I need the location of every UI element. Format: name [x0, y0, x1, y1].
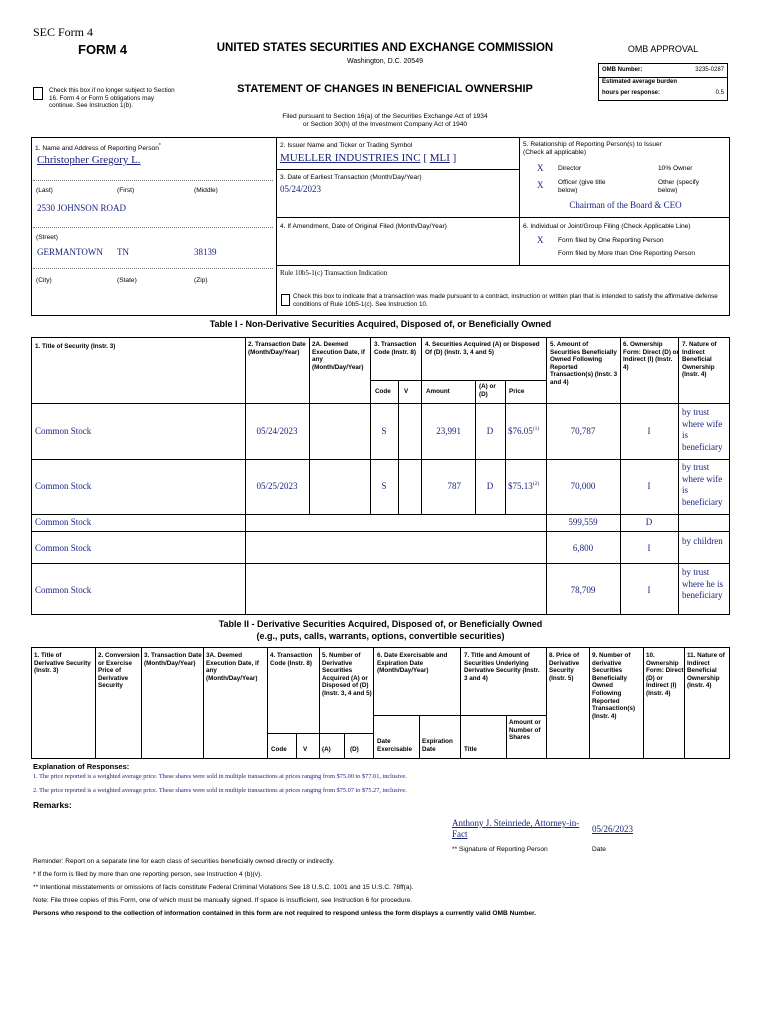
issuer-name[interactable]: MUELLER INDUSTRIES INC [ MLI ] [280, 152, 457, 164]
t1-row4-form: I [647, 543, 651, 553]
amendment-label: 4. If Amendment, Date of Original Filed (Month/Day/Year) [280, 223, 447, 230]
t1-row2-title: Common Stock [35, 481, 92, 491]
city-label: (City) [36, 277, 52, 284]
t2-col8-header: 8. Price of Derivative Security (Instr. 5) [549, 652, 580, 682]
t1-row3-form: D [645, 517, 653, 527]
state-value: TN [117, 247, 129, 257]
rule-checkbox[interactable] [281, 294, 290, 306]
t1-col6-header: 6. Ownership Form: Direct (D) or Indirect (I) (Instr. 4) [623, 341, 679, 371]
t1-row1-ad: D [486, 426, 494, 436]
t1-row2-amount: 787 [447, 481, 461, 491]
t2-col4-header: 4. Transaction Code (Instr. 8) [270, 652, 313, 667]
earliest-date-label: 3. Date of Earliest Transaction (Month/Day/Year) [280, 174, 422, 181]
signature-date: 05/26/2023 [592, 824, 634, 834]
agency-city: Washington, D.C. 20549 [346, 58, 423, 65]
reporting-person-name[interactable]: Christopher Gregory L. [37, 154, 141, 166]
footer-violations: ** Intentional misstatements or omissions of facts constitute Federal Criminal Violations See 18 U.S.C. 1001 and 15 U.S.C. 78ff(a). [33, 884, 414, 891]
t1-sub-ad: (A) or (D) [479, 383, 496, 398]
last-name-label: (Last) [36, 187, 53, 194]
t2-col2-header: 2. Conversion or Exercise Price of Derivative Security [98, 652, 140, 690]
no-longer-subject-checkbox[interactable] [33, 87, 43, 100]
t2-col3-header: 3. Transaction Date (Month/Day/Year) [144, 652, 202, 667]
t1-row2-ad: D [486, 481, 494, 491]
footer-instruction: * If the form is filed by more than one reporting person, see Instruction 4 (b)(v). [33, 871, 263, 878]
t2-sub-d: (D) [350, 746, 359, 753]
t1-row4-title: Common Stock [35, 543, 92, 553]
t1-row1-title: Common Stock [35, 426, 92, 436]
t2-col5-header: 5. Number of Derivative Securities Acquired (A) or Disposed of (D) (Instr. 3, 4 and 5) [322, 652, 372, 697]
one-person-mark[interactable]: X [537, 235, 544, 245]
statement-title: STATEMENT OF CHANGES IN BENEFICIAL OWNERSHIP [237, 83, 533, 95]
t1-row2-code: S [381, 481, 387, 491]
t1-row1-form: I [647, 426, 651, 436]
t1-col5-header: 5. Amount of Securities Beneficially Owned Following Reported Transaction(s) (Instr. 3 and 4) [550, 341, 618, 386]
t1-row1-amount: 23,991 [436, 426, 461, 436]
one-person-label: Form filed by One Reporting Person [558, 237, 664, 244]
t2-sub-expiration: Expiration Date [422, 738, 453, 753]
omb-number: 3235-0287 [695, 67, 724, 73]
city-value: GERMANTOWN [37, 247, 103, 257]
t1-sub-price: Price [509, 388, 525, 395]
other-label: Other (specify below) [658, 179, 700, 194]
sec-form-label: SEC Form 4 [33, 25, 94, 39]
form-title: FORM 4 [78, 42, 128, 57]
relationship-label: 5. Relationship of Reporting Person(s) to Issuer (Check all applicable) [523, 141, 662, 156]
first-name-label: (First) [117, 187, 135, 194]
filed-pursuant: Filed pursuant to Section 16(a) of the Securities Exchange Act of 1934 or Section 30(h) of the Investment Company Act of 1940 [282, 113, 488, 128]
officer-label: Officer (give title below) [558, 179, 606, 194]
t1-col3-header: 3. Transaction Code (Instr. 8) [374, 341, 417, 356]
table1-title: Table I - Non-Derivative Securities Acquired, Disposed of, or Beneficially Owned [209, 319, 552, 329]
signature-name[interactable]: Anthony J. Steinriede, Attorney-in-Fact [452, 818, 580, 839]
earliest-date-value: 05/24/2023 [280, 184, 322, 194]
t1-row3-title: Common Stock [35, 517, 92, 527]
t1-col2-header: 2. Transaction Date (Month/Day/Year) [248, 341, 306, 356]
t1-sub-code: Code [375, 388, 391, 395]
t1-row1-nature: by trust where wife is beneficiary [682, 407, 723, 452]
agency-name: UNITED STATES SECURITIES AND EXCHANGE COMMISSION [216, 42, 554, 54]
omb-approval-title: OMB APPROVAL [627, 44, 699, 54]
t1-row3-owned: 599,559 [568, 517, 598, 527]
footer-omb-notice: Persons who respond to the collection of information contained in this form are not required to respond unless the form displays a currently valid OMB Number. [33, 910, 537, 917]
no-longer-subject-text: Check this box if no longer subject to Section 16. Form 4 or Form 5 obligations may continue. See Instruction 1(b). [49, 87, 175, 110]
t2-sub-title: Title [464, 746, 477, 753]
street-value: 2530 JOHNSON ROAD [37, 203, 127, 213]
director-mark[interactable]: X [537, 163, 544, 173]
officer-mark[interactable]: X [537, 180, 544, 190]
t2-sub-a: (A) [322, 746, 331, 753]
footer-reminder: Reminder: Report on a separate line for each class of securities beneficially owned directly or indirectly. [33, 858, 335, 865]
officer-title: Chairman of the Board & CEO [569, 200, 682, 210]
signature-label: ** Signature of Reporting Person [452, 846, 548, 853]
t1-col2a-header: 2A. Deemed Execution Date, if any (Month/Day/Year) [312, 341, 365, 371]
t1-sub-amount: Amount [426, 388, 450, 395]
t1-row2-nature: by trust where wife is beneficiary [682, 462, 723, 507]
t2-sub-amount: Amount or Number of Shares [509, 719, 541, 742]
t2-sub-code: Code [271, 746, 287, 753]
t1-row5-form: I [647, 585, 651, 595]
rule-label: Rule 10b5-1(c) Transaction Indication [280, 269, 388, 277]
t1-row2-date: 05/25/2023 [256, 481, 298, 491]
t1-row4-nature: by children [682, 536, 723, 546]
table1 [31, 337, 730, 615]
footer-note: Note: File three copies of this Form, one of which must be manually signed. If space is insufficient, see Instruction 6 for procedure. [33, 897, 413, 904]
remarks-label: Remarks: [33, 800, 72, 810]
t2-sub-v: V [303, 746, 308, 753]
t1-col7-header: 7. Nature of Indirect Beneficial Ownership (Instr. 4) [682, 341, 717, 379]
t1-row5-owned: 78,709 [570, 585, 596, 595]
t1-row1-date: 05/24/2023 [256, 426, 298, 436]
filing-label: 6. Individual or Joint/Group Filing (Check Applicable Line) [523, 223, 691, 230]
t1-row1-owned: 70,787 [570, 426, 596, 436]
t1-row1-code: S [381, 426, 387, 436]
explanation-label: Explanation of Responses: [33, 762, 130, 771]
t1-col1-header: 1. Title of Security (Instr. 3) [35, 343, 116, 350]
footnote-2: 2. The price reported is a weighted average price. These shares were sold in multiple transactions at prices ranging from $75.07 to $75.27, inclusive. [33, 787, 407, 794]
rule-text: Check this box to indicate that a transaction was made pursuant to a contract, instruction or written plan that is intended to satisfy the affirmative defense conditions of Rule 10b5-1(c). See Instruction 10. [293, 293, 718, 308]
t2-col1-header: 1. Title of Derivative Security (Instr. 3) [34, 652, 91, 675]
t1-row5-nature: by trust where he is beneficiary [682, 567, 723, 600]
burden-value: 0.5 [715, 90, 724, 96]
t2-sub-exercisable: Date Exercisable [377, 738, 413, 753]
issuer-label: 2. Issuer Name and Ticker or Trading Symbol [280, 142, 413, 149]
zip-label: (Zip) [194, 277, 208, 284]
t2-col11-header: 11. Nature of Indirect Beneficial Ownership (Instr. 4) [687, 652, 725, 690]
omb-number-label: OMB Number: [602, 67, 643, 73]
t1-row1-price: $76.05$^{(1)}$ [508, 426, 540, 436]
middle-name-label: (Middle) [194, 187, 218, 194]
t1-col4-header: 4. Securities Acquired (A) or Disposed Of (D) (Instr. 3, 4 and 5) [425, 341, 540, 356]
director-label: Director [558, 165, 582, 172]
t1-row4-owned: 6,800 [572, 543, 594, 553]
t2-col3a-header: 3A. Deemed Execution Date, if any (Month/Day/Year) [206, 652, 259, 682]
date-label: Date [592, 846, 606, 853]
ten-percent-owner-label: 10% Owner [658, 165, 693, 172]
multi-person-label: Form filed by More than One Reporting Person [558, 250, 696, 257]
t1-row2-form: I [647, 481, 651, 491]
t2-col9-header: 9. Number of derivative Securities Beneficially Owned Following Reported Transaction(s) (Instr. 4) [592, 652, 636, 720]
table2-title: Table II - Derivative Securities Acquired, Disposed of, or Beneficially Owned (e.g., puts, calls, warrants, options, convertible securities) [218, 619, 543, 641]
state-label: (State) [117, 277, 137, 284]
t2-col7-header: 7. Title and Amount of Securities Underlying Derivative Security (Instr. 3 and 4) [464, 652, 540, 682]
t2-col6-header: 6. Date Exercisable and Expiration Date (Month/Day/Year) [377, 652, 448, 675]
footnote-1: 1. The price reported is a weighted average price. These shares were sold in multiple transactions at prices ranging from $75.00 to $77.01, inclusive. [33, 773, 407, 780]
street-label: (Street) [36, 234, 58, 241]
t1-sub-v: V [404, 388, 409, 395]
zip-value: 38139 [194, 247, 217, 257]
hours-label: hours per response: [602, 90, 661, 96]
t1-row2-owned: 70,000 [570, 481, 596, 491]
reporting-person-label: 1. Name and Address of Reporting Person* [35, 143, 161, 153]
burden-label: Estimated average burden [602, 79, 678, 85]
t1-row2-price: $75.13$^{(2)}$ [508, 481, 540, 491]
t1-row5-title: Common Stock [35, 585, 92, 595]
t2-col10-header: 10. Ownership Form: Direct (D) or Indirect (I) (Instr. 4) [646, 652, 684, 697]
